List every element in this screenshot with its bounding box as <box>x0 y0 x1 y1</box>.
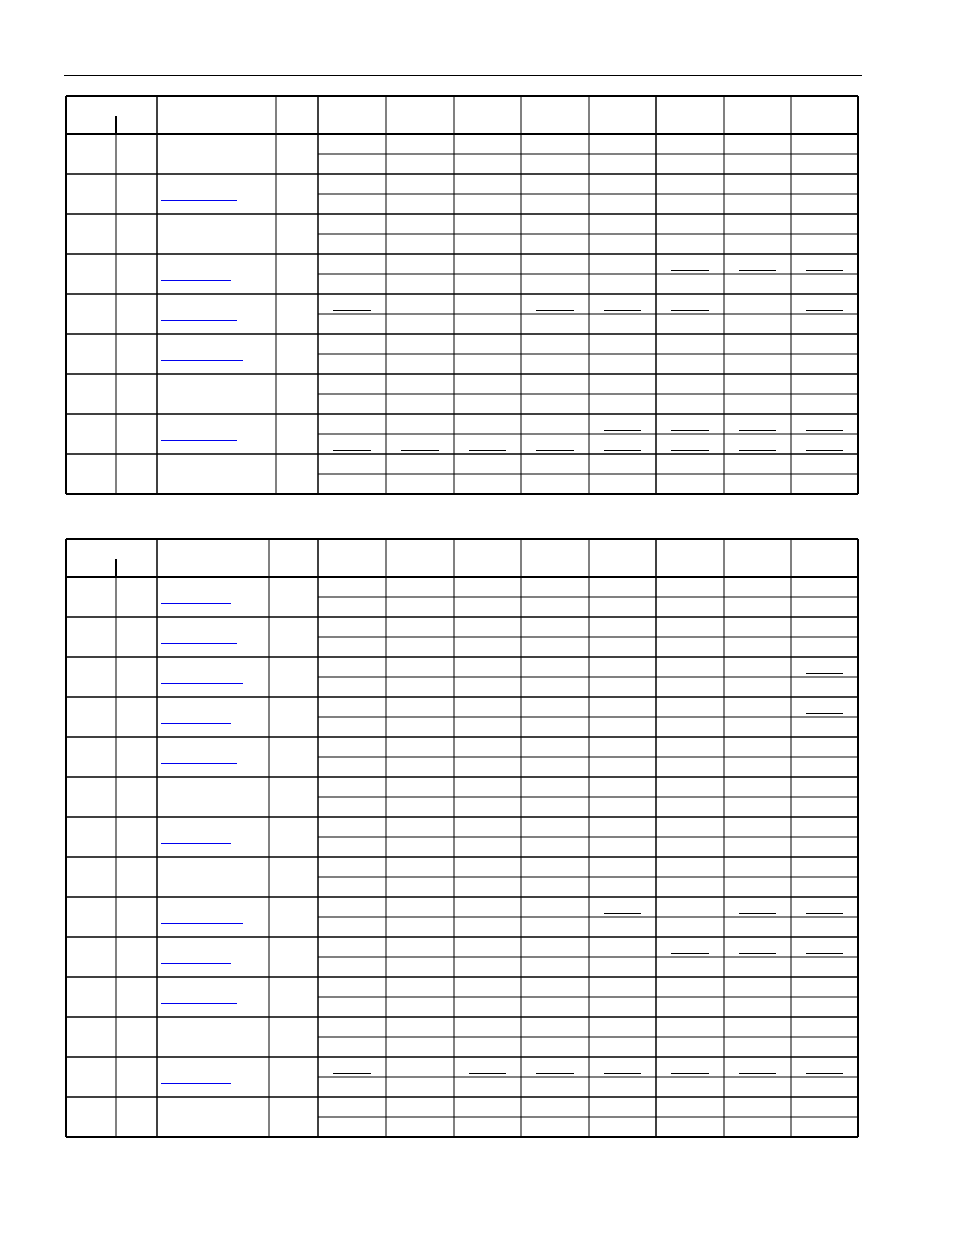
register-name-link[interactable] <box>161 963 231 964</box>
bit-overline <box>604 913 641 914</box>
register-name-link[interactable] <box>161 1003 237 1004</box>
bit-overline <box>671 1073 708 1074</box>
bit-overline <box>333 1073 370 1074</box>
register-name-link[interactable] <box>161 603 231 604</box>
bit-overline <box>671 953 708 954</box>
bit-overline <box>536 1073 573 1074</box>
bit-overline <box>469 1073 506 1074</box>
bit-overline <box>806 953 843 954</box>
bit-overline <box>739 1073 776 1074</box>
register-name-link[interactable] <box>161 763 237 764</box>
register-name-link[interactable] <box>161 643 237 644</box>
register-name-link[interactable] <box>161 723 231 724</box>
bit-overline <box>739 953 776 954</box>
register-name-link[interactable] <box>161 683 243 684</box>
register-name-link[interactable] <box>161 1083 231 1084</box>
bit-overline <box>806 913 843 914</box>
bit-overline <box>806 673 843 674</box>
bit-overline <box>739 913 776 914</box>
register-name-link[interactable] <box>161 843 231 844</box>
register-name-link[interactable] <box>161 923 243 924</box>
bit-overline <box>806 713 843 714</box>
bit-overline <box>806 1073 843 1074</box>
bit-overline <box>604 1073 641 1074</box>
